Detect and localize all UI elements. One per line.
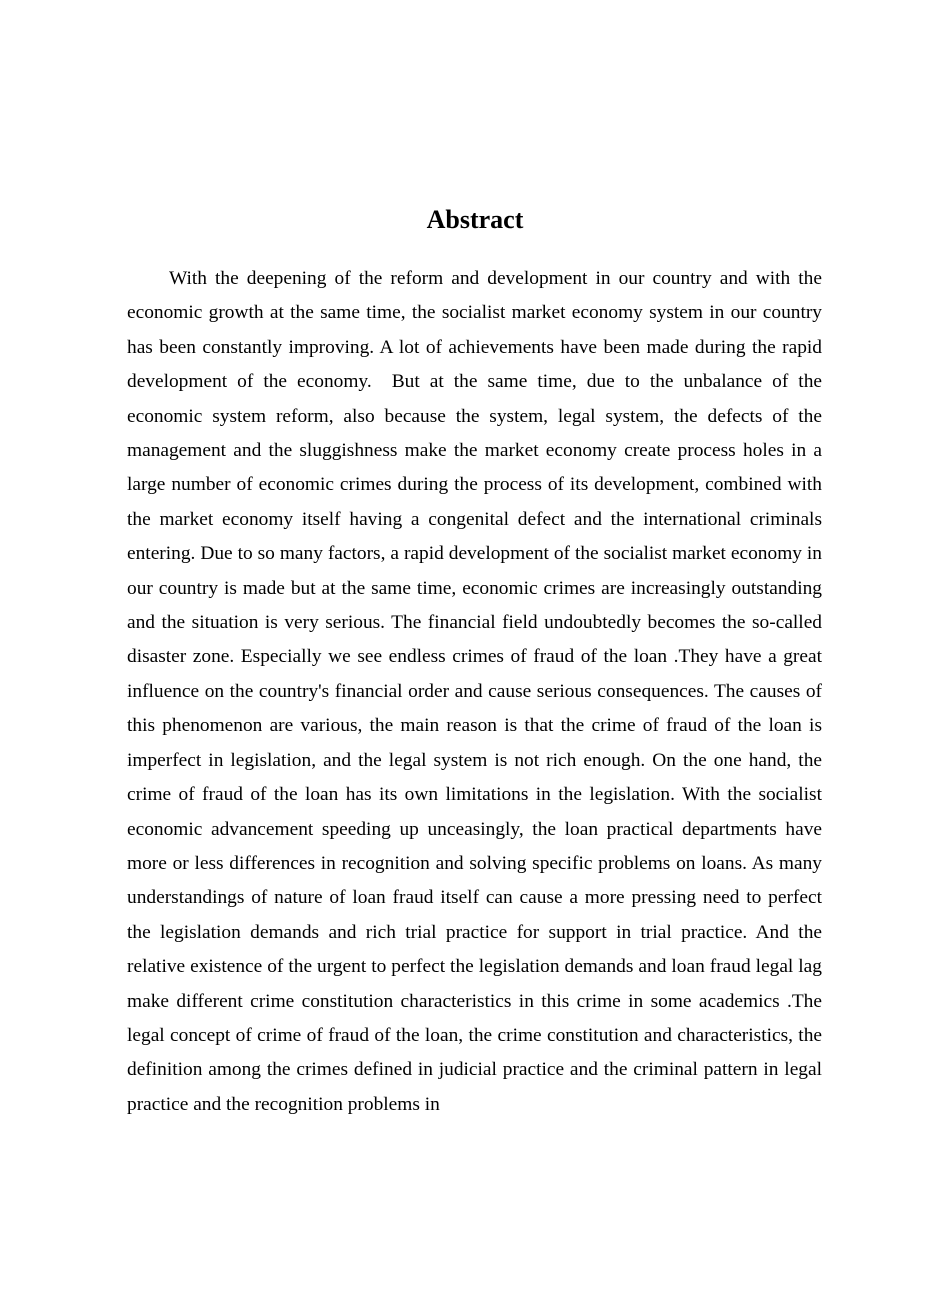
abstract-paragraph: With the deepening of the reform and development in our country and with the economic growth at the same time, the socialist market economy system in our country has been constantly improving. A lot of achievements have been made during the rapid development of the economy. But at the same time, due to the unbalance of the economic system reform, also because the system, legal system, the defects of the management and the sluggishness make the market economy create process holes in a large number of economic crimes during the process of its development, combined with the market economy itself having a congenital defect and the international criminals entering. Due to so many factors, a rapid development of the socialist market economy in our country is made but at the same time, economic crimes are increasingly outstanding and the situation is very serious. The financial field undoubtedly becomes the so-called disaster zone. Especially we see endless crimes of fraud of the loan .They have a great influence on the country's financial order and cause serious consequences. The causes of this phenomenon are various, the main reason is that the crime of fraud of the loan is imperfect in legislation, and the legal system is not rich enough. On the one hand, the crime of fraud of the loan has its own limitations in the legislation. With the socialist economic advancement speeding up unceasingly, the loan practical departments have more or less differences in recognition and solving specific problems on loans. As many understandings of nature of loan fraud itself can cause a more pressing need to perfect the legislation demands and rich trial practice for support in trial practice. And the relative existence of the urgent to perfect the legislation demands and loan fraud legal lag make different crime constitution characteristics in this crime in some academics .The legal concept of crime of fraud of the loan, the crime constitution and characteristics, the definition among the crimes defined in judicial practice and the criminal pattern in legal practice and the recognition problems in bbox=[127, 268, 827, 1115]
page-title: Abstract bbox=[426, 205, 524, 234]
